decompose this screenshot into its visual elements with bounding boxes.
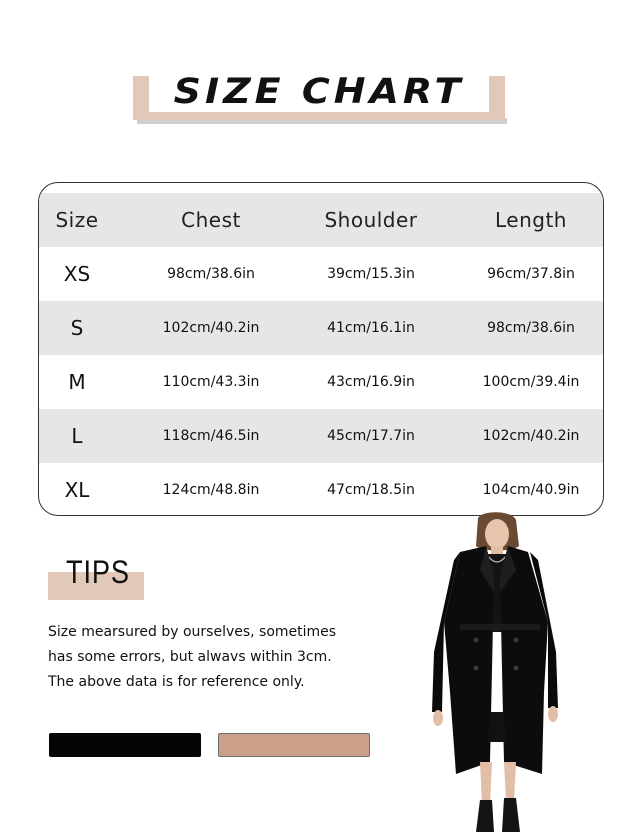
tips-line: The above data is for reference only.: [48, 674, 305, 690]
table-row: [39, 301, 603, 355]
header-size: Size: [55, 208, 99, 232]
color-swatch-camel[interactable]: [218, 733, 370, 757]
tips-line: has some errors, but alwavs within 3cm.: [48, 649, 332, 665]
length-cell: 96cm/37.8in: [487, 266, 575, 282]
shoulder-cell: 45cm/17.7in: [327, 428, 415, 444]
tips-text: [48, 620, 368, 695]
chest-cell: 110cm/43.3in: [162, 374, 260, 390]
size-cell: M: [68, 370, 86, 394]
title-banner: [133, 70, 505, 126]
header-shoulder: Shoulder: [324, 208, 418, 232]
table-row: [39, 355, 603, 409]
shoulder-cell: 43cm/16.9in: [327, 374, 415, 390]
header-length: Length: [495, 208, 567, 232]
color-swatch-black[interactable]: [49, 733, 201, 757]
size-cell: XL: [64, 478, 90, 502]
tips-line: Size mearsured by ourselves, sometimes: [48, 624, 337, 640]
table-row: [39, 409, 603, 463]
size-cell: S: [70, 316, 84, 340]
shoulder-cell: 47cm/18.5in: [327, 482, 415, 498]
table-header-row: [39, 193, 603, 247]
chest-cell: 98cm/38.6in: [167, 266, 255, 282]
header-chest: Chest: [181, 208, 241, 232]
size-cell: L: [71, 424, 83, 448]
chest-cell: 118cm/46.5in: [162, 428, 260, 444]
shoulder-cell: 41cm/16.1in: [327, 320, 415, 336]
shoulder-cell: 39cm/15.3in: [327, 266, 415, 282]
model-photo: [420, 512, 570, 832]
page-title: SIZE CHART: [173, 70, 465, 112]
size-cell: XS: [63, 262, 91, 286]
tips-title: TIPS: [66, 554, 130, 590]
length-cell: 104cm/40.9in: [482, 482, 580, 498]
size-table: [38, 182, 604, 516]
table-row: [39, 463, 603, 516]
chest-cell: 124cm/48.8in: [162, 482, 260, 498]
length-cell: 98cm/38.6in: [487, 320, 575, 336]
length-cell: 102cm/40.2in: [482, 428, 580, 444]
length-cell: 100cm/39.4in: [482, 374, 580, 390]
chest-cell: 102cm/40.2in: [162, 320, 260, 336]
table-row: [39, 247, 603, 301]
